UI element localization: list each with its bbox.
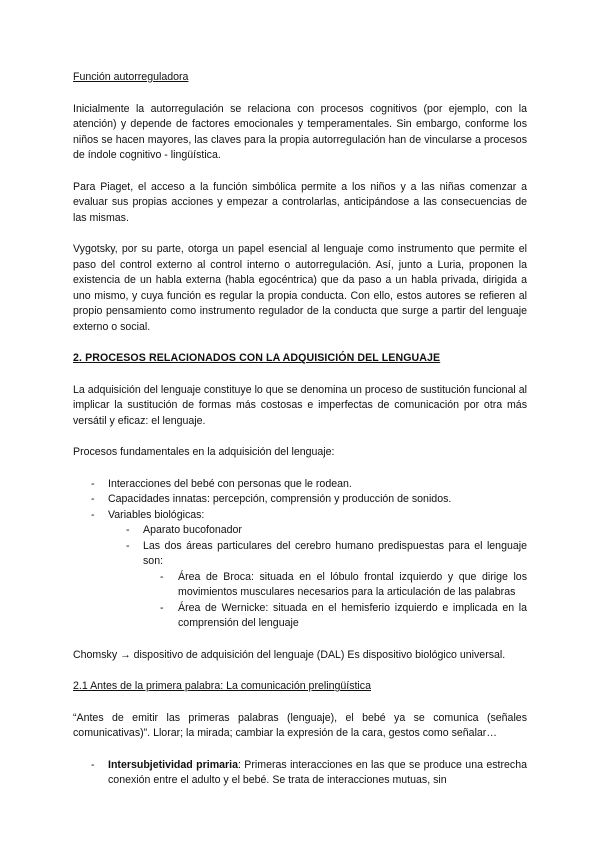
section-heading-procesos: 2. PROCESOS RELACIONADOS CON LA ADQUISICIÓN DEL LENGUAJE [73, 352, 441, 364]
term-intersubjetividad: Intersubjetividad primaria [108, 758, 238, 771]
list-item-text: Área de Wernicke: situada en el hemisferio izquierdo e implicada en la comprensión del lenguaje [178, 601, 527, 629]
dash-marker: - [91, 477, 95, 490]
paragraph-vygotsky: Vygotsky, por su parte, otorga un papel esencial al lenguaje como instrumento que permite el paso del control externo al control interno o autorregulación. Así, junto a Luria, proponen la existencia de un habla externa (habla egocéntrica) que da paso a un habla privada, dirigida a uno mismo, y cuya función es regular la propia conducta. Con ello, estos autores se refieren al propio pensamiento como instrumento regulador de la conducta que surge a partir del lenguaje externo o social. [73, 243, 527, 333]
list-item-text: Aparato bucofonador [143, 524, 242, 536]
section-title-prelinguistica: 2.1 Antes de la primera palabra: La comunicación prelingüística [73, 680, 371, 692]
paragraph-piaget: Para Piaget, el acceso a la función simbólica permite a los niños y a las niñas comenzar a evaluar sus propias acciones y empezar a controlarlas, anticipándose a las consecuencias de las mismas. [73, 180, 527, 224]
paragraph-chomsky: Chomsky → dispositivo de adquisición del lenguaje (DAL) Es dispositivo biológico universal. [73, 648, 506, 661]
list-item-text: Las dos áreas particulares del cerebro humano predispuestas para el lenguaje son: [143, 539, 527, 567]
document-content [73, 70, 527, 789]
list-item [73, 758, 527, 789]
list-item-text: Área de Broca: situada en el lóbulo frontal izquierdo y que dirige los movimientos musculares necesarios para la articulación de las palabras [178, 570, 527, 598]
process-list [73, 477, 527, 632]
brain-areas-sublist [143, 570, 527, 632]
dash-marker: - [160, 601, 164, 614]
paragraph-sustitucion-funcional: La adquisición del lenguaje constituye lo que se denomina un proceso de sustitución funcional al implicar la sustitución de formas más costosas e imperfectas de comunicación por otra más versátil y eficaz: el lenguaje. [73, 383, 527, 427]
list-item-text: Capacidades innatas: percepción, comprensión y producción de sonidos. [108, 493, 452, 505]
dash-marker: - [160, 570, 164, 583]
dash-marker: - [91, 758, 95, 771]
paragraph-procesos-intro: Procesos fundamentales en la adquisición del lenguaje: [73, 446, 335, 458]
dash-marker: - [91, 508, 95, 521]
intersubjectivity-list [73, 758, 527, 789]
list-item [73, 477, 527, 493]
dash-marker: - [91, 493, 95, 505]
list-item [143, 601, 527, 632]
section-title-autorreguladora: Función autorreguladora [73, 71, 189, 83]
list-item-text: Variables biológicas: [108, 508, 205, 521]
dash-marker: - [126, 539, 130, 552]
biological-sublist [108, 523, 527, 632]
list-item [143, 570, 527, 601]
list-item [108, 539, 527, 632]
term-definition: : Primeras interacciones en las que se produce una estrecha conexión entre el adulto y el bebé. Se trata de interacciones mutuas, sin [108, 758, 528, 786]
list-item-text: Interacciones del bebé con personas que le rodean. [108, 477, 352, 490]
paragraph-quote: “Antes de emitir las primeras palabras (lenguaje), el bebé ya se comunica (señales comunicativas)”. Llorar; la mirada; cambiar la expresión de la cara, gestos como señalar… [73, 711, 527, 739]
list-item [108, 523, 527, 539]
list-item [73, 508, 527, 632]
list-item [73, 492, 527, 508]
paragraph-autorregulacion: Inicialmente la autorregulación se relaciona con procesos cognitivos (por ejemplo, con la atención) y depende de factores emocionales y temperamentales. Sin embargo, conforme los niños se hacen mayores, las claves para la propia autorregulación han de vincularse a procesos de índole cognitivo - lingüística. [73, 102, 527, 161]
dash-marker: - [126, 524, 130, 536]
